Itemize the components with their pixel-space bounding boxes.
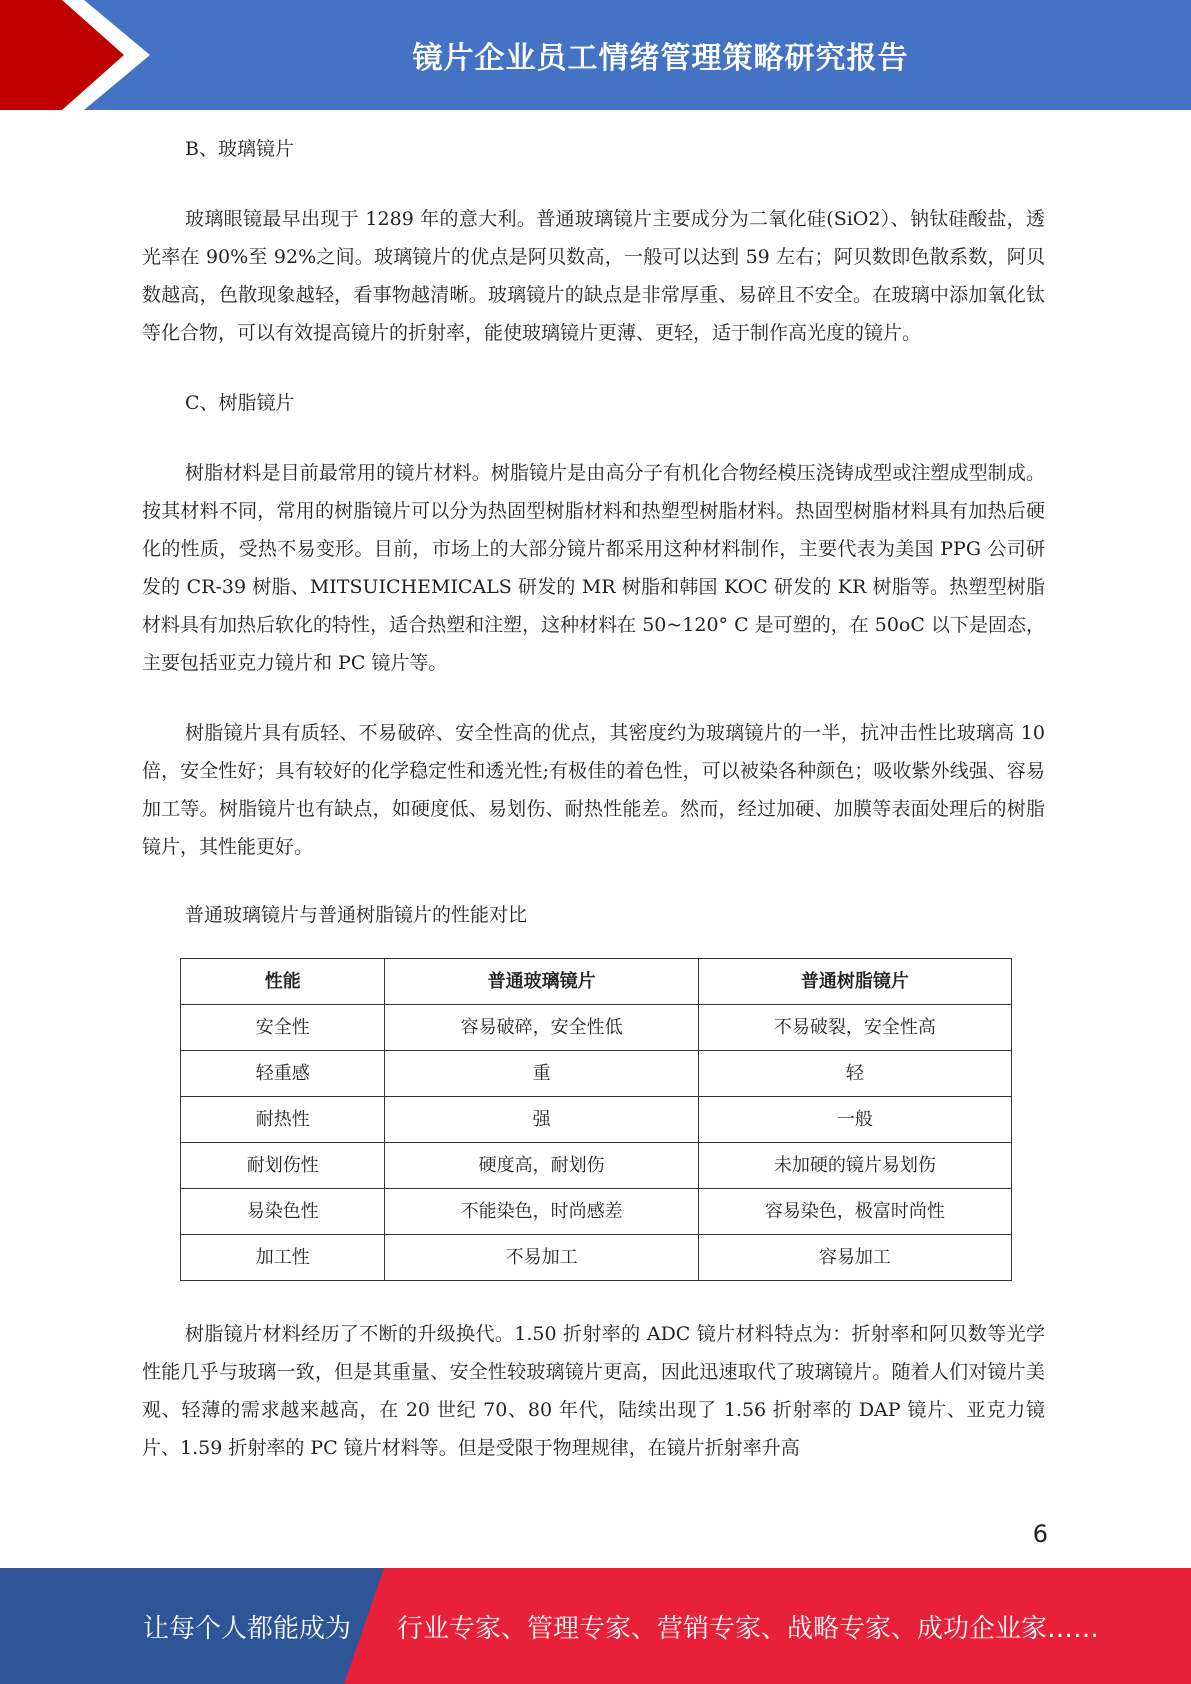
- page-content: [142, 130, 1045, 1467]
- table-cell: 加工性: [181, 1235, 385, 1281]
- table-cell: 容易染色，极富时尚性: [698, 1189, 1011, 1235]
- table-cell: 硬度高，耐划伤: [385, 1143, 698, 1189]
- paragraph-glass: 玻璃眼镜最早出现于 1289 年的意大利。普通玻璃镜片主要成分为二氧化硅(SiO2）、钠钛硅酸盐，透光率在 90%至 92%之间。玻璃镜片的优点是阿贝数高，一般可以达到 59 左右；阿贝数即色散系数，阿贝数越高，色散现象越轻，看事物越清晰。玻璃镜片的缺点是非常厚重、易碎且不安全。在玻璃中添加氧化钛等化合物，可以有效提高镜片的折射率，能使玻璃镜片更薄、更轻，适于制作高光度的镜片。: [142, 208, 1045, 344]
- section-heading-glass: B、玻璃镜片: [185, 138, 294, 160]
- table-header-row: [181, 959, 1012, 1005]
- page-number: 6: [1032, 1520, 1048, 1548]
- table-cell: 不能染色，时尚感差: [385, 1189, 698, 1235]
- footer-slogan-left: 让每个人都能成为: [143, 1613, 352, 1644]
- table-row: [181, 1143, 1012, 1189]
- table-header-cell: 性能: [181, 959, 385, 1005]
- table-caption: 普通玻璃镜片与普通树脂镜片的性能对比: [185, 904, 528, 926]
- table-row: [181, 1189, 1012, 1235]
- paragraph-resin-2: 树脂镜片具有质轻、不易破碎、安全性高的优点，其密度约为玻璃镜片的一半，抗冲击性比玻璃高 10 倍，安全性好；具有较好的化学稳定性和透光性;有极佳的着色性，可以被染各种颜色；吸收紫外线强、容易加工等。树脂镜片也有缺点，如硬度低、易划伤、耐热性能差。然而，经过加硬、加膜等表面处理后的树脂镜片，其性能更好。: [142, 722, 1045, 858]
- table-row: [181, 1051, 1012, 1097]
- table-cell: 轻: [698, 1051, 1011, 1097]
- section-heading-resin: C、树脂镜片: [185, 392, 295, 414]
- table-cell: 重: [385, 1051, 698, 1097]
- table-cell: 耐划伤性: [181, 1143, 385, 1189]
- table-row: [181, 1097, 1012, 1143]
- table-header-cell: 普通树脂镜片: [698, 959, 1011, 1005]
- header-title: 镜片企业员工情绪管理策略研究报告: [412, 41, 909, 76]
- table-row: [181, 1235, 1012, 1281]
- paragraph-resin-1: 树脂材料是目前最常用的镜片材料。树脂镜片是由高分子有机化合物经模压浇铸成型或注塑成型制成。按其材料不同，常用的树脂镜片可以分为热固型树脂材料和热塑型树脂材料。热固型树脂材料具有加热后硬化的性质，受热不易变形。目前，市场上的大部分镜片都采用这种材料制作，主要代表为美国 PPG 公司研发的 CR-39 树脂、MITSUICHEMICALS 研发的 MR 树脂和韩国 KOC 研发的 KR 树脂等。热塑型树脂材料具有加热后软化的特性，适合热塑和注塑，这种材料在 50~120° C 是可塑的，在 50oC 以下是固态，主要包括亚克力镜片和 PC 镜片等。: [142, 462, 1045, 674]
- table-cell: 轻重感: [181, 1051, 385, 1097]
- table-cell: 易染色性: [181, 1189, 385, 1235]
- table-cell: 容易加工: [698, 1235, 1011, 1281]
- table-row: [181, 1005, 1012, 1051]
- table-cell: 不易破裂，安全性高: [698, 1005, 1011, 1051]
- table-cell: 强: [385, 1097, 698, 1143]
- table-cell: 未加硬的镜片易划伤: [698, 1143, 1011, 1189]
- paragraph-evolution: 树脂镜片材料经历了不断的升级换代。1.50 折射率的 ADC 镜片材料特点为：折射率和阿贝数等光学性能几乎与玻璃一致，但是其重量、安全性较玻璃镜片更高，因此迅速取代了玻璃镜片。随着人们对镜片美观、轻薄的需求越来越高，在 20 世纪 70、80 年代，陆续出现了 1.56 折射率的 DAP 镜片、亚克力镜片、1.59 折射率的 PC 镜片材料等。但是受限于物理规律，在镜片折射率升高: [142, 1323, 1045, 1459]
- footer-slogan-right: 行业专家、管理专家、营销专家、战略专家、成功企业家……: [397, 1613, 1100, 1644]
- table-cell: 耐热性: [181, 1097, 385, 1143]
- table-cell: 一般: [698, 1097, 1011, 1143]
- table-cell: 容易破碎，安全性低: [385, 1005, 698, 1051]
- page-footer: [0, 1568, 1191, 1684]
- page-header: [0, 0, 1191, 110]
- table-cell: 安全性: [181, 1005, 385, 1051]
- header-arrow-icon: [0, 0, 150, 110]
- table-header-cell: 普通玻璃镜片: [385, 959, 698, 1005]
- table-cell: 不易加工: [385, 1235, 698, 1281]
- comparison-table: [180, 958, 1012, 1281]
